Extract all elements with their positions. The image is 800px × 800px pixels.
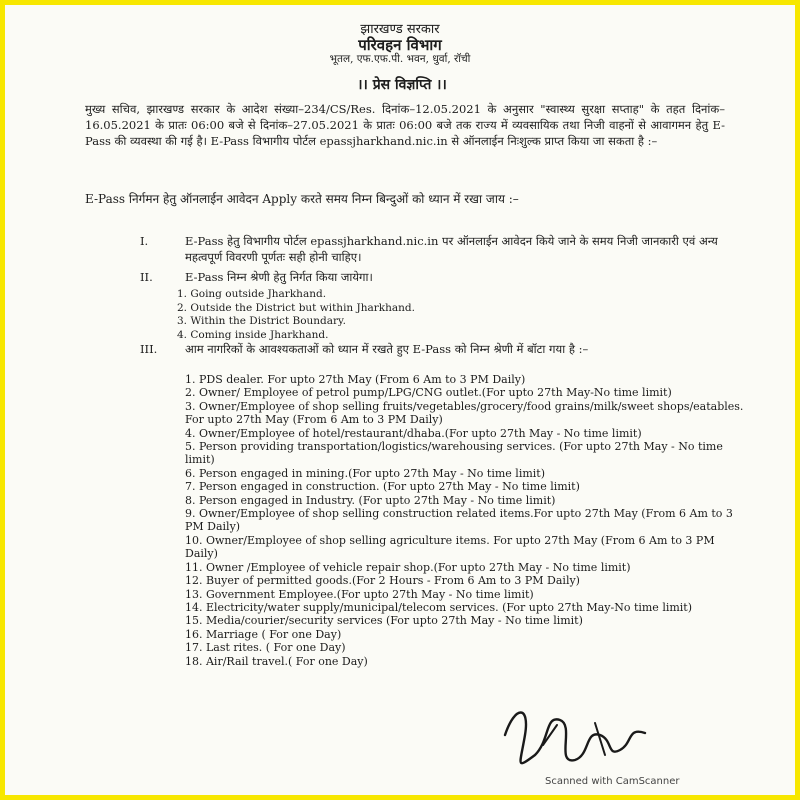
list-item: 10. Owner/Employee of shop selling agriculture items. For upto 27th May (From 6 Am to 3 PM Daily) (185, 533, 715, 561)
section-text: आम नागरिकों के आवश्यकताओं को ध्यान में रखते हुए E-Pass को निम्न श्रेणी में बॉटा गया है :– (185, 342, 589, 356)
section-number: II. (140, 270, 153, 284)
list-item: 14. Electricity/water supply/municipal/telecom services. (For upto 27th May-No time limit) (185, 600, 693, 614)
section-text: E-Pass निम्न श्रेणी हेतु निर्गत किया जायेगा। (185, 270, 373, 284)
list-item: 4. Owner/Employee of hotel/restaurant/dhaba.(For upto 27th May - No time limit) (185, 426, 642, 440)
list-item: 16. Marriage ( For one Day) (185, 627, 342, 641)
document-frame (5, 5, 795, 795)
signature (495, 695, 655, 775)
list-item: 7. Person engaged in construction. (For upto 27th May - No time limit) (185, 480, 580, 494)
intro-paragraph: मुख्य सचिव, झारखण्ड सरकार के आदेश संख्या–234/CS/Res. दिनांक–12.05.2021 के अनुसार "स्वास्थ्य सुरक्षा सप्ताह" के तहत दिनांक–16.05.2021 के प्रातः 06:00 बजे से दिनांक–27.05.2021 के प्रातः 06:00 बजे तक राज्य में व्यवसायिक तथा निजी वाहनों से आवागमन हेतु E-Pass की व्यवस्था की गई है। E-Pass विभागीय पोर्टल epassjharkhand.nic.in से ऑनलाईन निःशुल्क प्राप्त किया जा सकता है :– (85, 102, 725, 148)
press-release-title: ।। प्रेस विज्ञप्ति ।। (357, 77, 447, 93)
list-item: 17. Last rites. ( For one Day) (185, 641, 346, 655)
list-item: 12. Buyer of permitted goods.(For 2 Hours - From 6 Am to 3 PM Daily) (185, 574, 580, 588)
list-item: 4. Coming inside Jharkhand. (177, 328, 329, 341)
department-name: परिवहन विभाग (358, 36, 442, 54)
list-item: 3. Owner/Employee of shop selling fruits/vegetables/grocery/food grains/milk/sweet shops/eatables. For upto 27th May (From 6 Am to 3 PM Daily) (185, 399, 744, 427)
list-item: 2. Owner/ Employee of petrol pump/LPG/CNG outlet.(For upto 27th May-No time limit) (185, 386, 672, 400)
list-item: 1. PDS dealer. For upto 27th May (From 6 Am to 3 PM Daily) (185, 373, 526, 386)
list-item: 18. Air/Rail travel.( For one Day) (185, 654, 368, 668)
list-item: 15. Media/courier/security services (For upto 27th May - No time limit) (185, 614, 583, 628)
department-address: भूतल, एफ.एफ.पी. भवन, धुर्वा, रॉची (329, 53, 471, 65)
list-item: 8. Person engaged in Industry. (For upto 27th May - No time limit) (185, 493, 556, 507)
list-item: 13. Government Employee.(For upto 27th May - No time limit) (185, 587, 534, 601)
scanner-watermark: Scanned with CamScanner (545, 776, 680, 787)
instruction-paragraph: E-Pass निर्गमन हेतु ऑनलाईन आवेदन Apply करते समय निम्न बिन्दुओं को ध्यान में रखा जाय :– (85, 192, 519, 206)
list-item: 5. Person providing transportation/logistics/warehousing services. (For upto 27th May - No time limit) (185, 440, 723, 467)
list-item: 6. Person engaged in mining.(For upto 27th May - No time limit) (185, 466, 545, 480)
pass-type-list (177, 288, 415, 342)
list-item: 1. Going outside Jharkhand. (177, 288, 327, 300)
category-list (185, 373, 745, 668)
list-item: 3. Within the District Boundary. (177, 315, 346, 327)
list-item: 2. Outside the District but within Jharkhand. (177, 301, 415, 314)
list-item: 9. Owner/Employee of shop selling construction related items.For upto 27th May (From 6 Am to 3 PM Daily) (185, 507, 733, 534)
section-number: I. (140, 234, 149, 248)
section-number: III. (140, 342, 158, 356)
press-release-document (5, 5, 795, 795)
list-item: 11. Owner /Employee of vehicle repair shop.(For upto 27th May - No time limit) (185, 560, 631, 574)
section-text: E-Pass हेतु विभागीय पोर्टल epassjharkhand.nic.in पर ऑनलाईन आवेदन किये जाने के समय निजी जानकारी एवं अन्य महत्वपूर्ण विवरणी पूर्णतः सही होनी चाहिए। (185, 234, 718, 264)
government-name: झारखण्ड सरकार (360, 22, 440, 37)
